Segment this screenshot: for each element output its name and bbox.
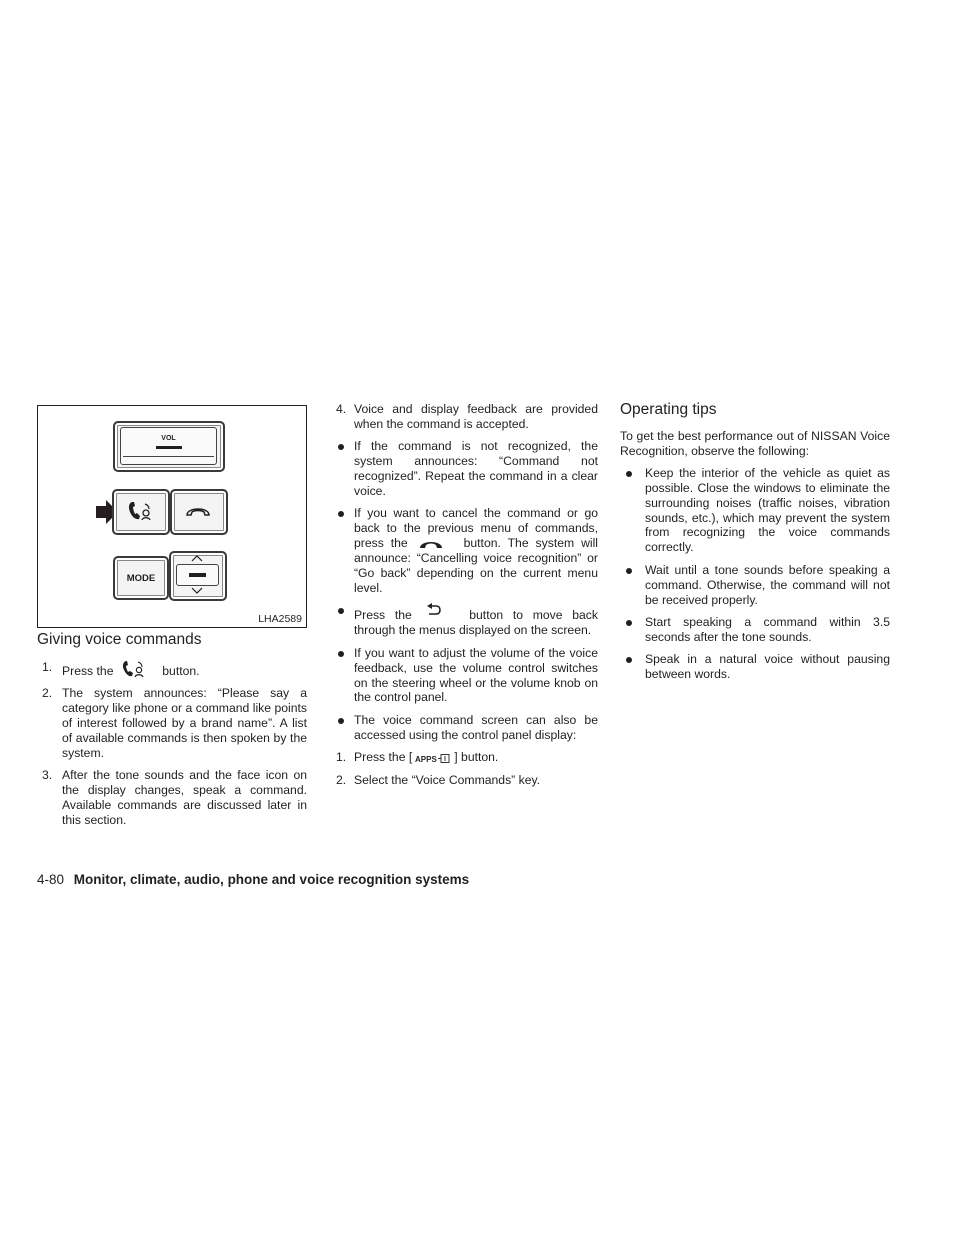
list-item — [336, 750, 598, 765]
steering-switch-illustration — [37, 405, 307, 628]
column-giving-voice-commands — [37, 630, 307, 836]
phone-voice-icon — [127, 500, 153, 522]
step-number: 1. — [336, 750, 347, 765]
bullet-text: Keep the interior of the vehicle as quiet as possible. Close the windows to eliminate the surrounding noises (traffic noises, vibration sounds, etc.), which may prevent the system from recognizing the voice commands correctly. — [645, 465, 890, 555]
vol-switch — [113, 421, 225, 472]
list-item — [336, 439, 598, 499]
section-heading: Giving voice commands — [37, 631, 202, 648]
steps-list — [37, 660, 307, 828]
intro-paragraph: To get the best performance out of NISSAN Voice Recognition, observe the following: — [620, 429, 890, 458]
step-text: After the tone sounds and the face icon on the display changes, speak a command. Available commands are discussed later in this section. — [62, 768, 307, 828]
bullet-text-after: button to move back through the menus displayed on the screen. — [354, 608, 598, 638]
chevron-down-icon — [191, 587, 203, 594]
list-item — [336, 713, 598, 743]
step-text: The system announces: “Please say a category like phone or a command like points of interest followed by a brand name”. A list of available commands is then spoken by the system. — [62, 686, 307, 761]
chevron-up-icon — [191, 555, 203, 562]
step-number: 2. — [42, 686, 53, 701]
bullet-text-after: button. The system will announce: “Cancelling voice recognition” or “Go back” depending on the current menu level. — [354, 536, 599, 595]
bullet-icon — [338, 718, 344, 724]
step-number: 1. — [42, 660, 53, 674]
hang-up-switch — [170, 489, 228, 535]
bullet-icon — [338, 651, 344, 657]
step-text-after: ] button. — [454, 750, 499, 765]
page-number: 4-80 — [37, 872, 65, 887]
bullet-icon — [626, 657, 632, 663]
bullet-list — [336, 439, 598, 742]
list-item — [336, 402, 598, 432]
apps-button-icon — [414, 753, 452, 764]
bullet-icon — [338, 444, 344, 450]
section-heading: Operating tips — [620, 401, 717, 418]
list-item — [37, 768, 307, 828]
list-item — [336, 603, 598, 638]
bullet-text: If the command is not recognized, the system announces: “Command not recognized”. Repeat the command in a clear voice. — [354, 439, 598, 499]
svg-text:APPS: APPS — [415, 755, 438, 765]
bullet-text: The voice command screen can also be accessed using the control panel display: — [354, 712, 598, 742]
step-text-before: Press the — [62, 664, 114, 678]
bullet-icon — [626, 471, 632, 477]
bullet-icon — [626, 620, 632, 626]
step-text: Select the “Voice Commands” key. — [354, 772, 541, 787]
bullet-icon — [626, 568, 632, 574]
column-voice-commands-continued — [336, 402, 598, 795]
step-text: Voice and display feedback are provided when the command is accepted. — [354, 402, 598, 431]
step-text-before: Press the [ — [354, 750, 413, 765]
bullet-text: If you want to adjust the volume of the voice feedback, use the volume control switches on the steering wheel or the volume knob on the control panel. — [354, 645, 598, 705]
list-item — [620, 652, 890, 682]
column-operating-tips — [620, 400, 890, 690]
step-number: 3. — [42, 768, 53, 783]
bullet-text-before: If you want to cancel the command or go back to the previous menu of commands, press the — [354, 506, 598, 551]
back-arrow-icon — [426, 603, 442, 617]
list-item — [336, 646, 598, 706]
substeps-list — [336, 750, 598, 787]
up-down-switch — [169, 551, 227, 601]
section-title: Monitor, climate, audio, phone and voice recognition systems — [73, 872, 470, 887]
vol-label: VOL — [161, 435, 176, 442]
phone-voice-icon — [121, 660, 147, 678]
list-item — [336, 773, 598, 788]
list-item — [620, 615, 890, 645]
step-number: 4. — [336, 402, 347, 416]
bullet-icon — [338, 608, 344, 614]
mode-switch — [113, 556, 169, 600]
list-item — [37, 660, 307, 679]
bullet-text: Start speaking a command within 3.5 seconds after the tone sounds. — [645, 614, 890, 644]
page-footer — [37, 871, 469, 888]
bullet-text: Speak in a natural voice without pausing between words. — [645, 652, 890, 682]
step-number: 2. — [336, 772, 347, 787]
hang-up-icon — [419, 538, 443, 550]
list-item — [37, 686, 307, 761]
bullet-text-before: Press the — [354, 608, 412, 623]
bullet-text: Wait until a tone sounds before speaking a command. Otherwise, the command will not be received properly. — [645, 562, 890, 607]
bullet-icon — [338, 511, 344, 517]
step-text-after: button. — [162, 664, 200, 678]
bullet-list — [620, 466, 890, 682]
mode-label: MODE — [126, 573, 156, 584]
list-item — [620, 563, 890, 608]
talk-switch — [112, 489, 170, 535]
list-item — [336, 506, 598, 595]
hang-up-icon — [185, 503, 211, 519]
list-item — [620, 466, 890, 555]
figure-label: LHA2589 — [258, 613, 302, 625]
